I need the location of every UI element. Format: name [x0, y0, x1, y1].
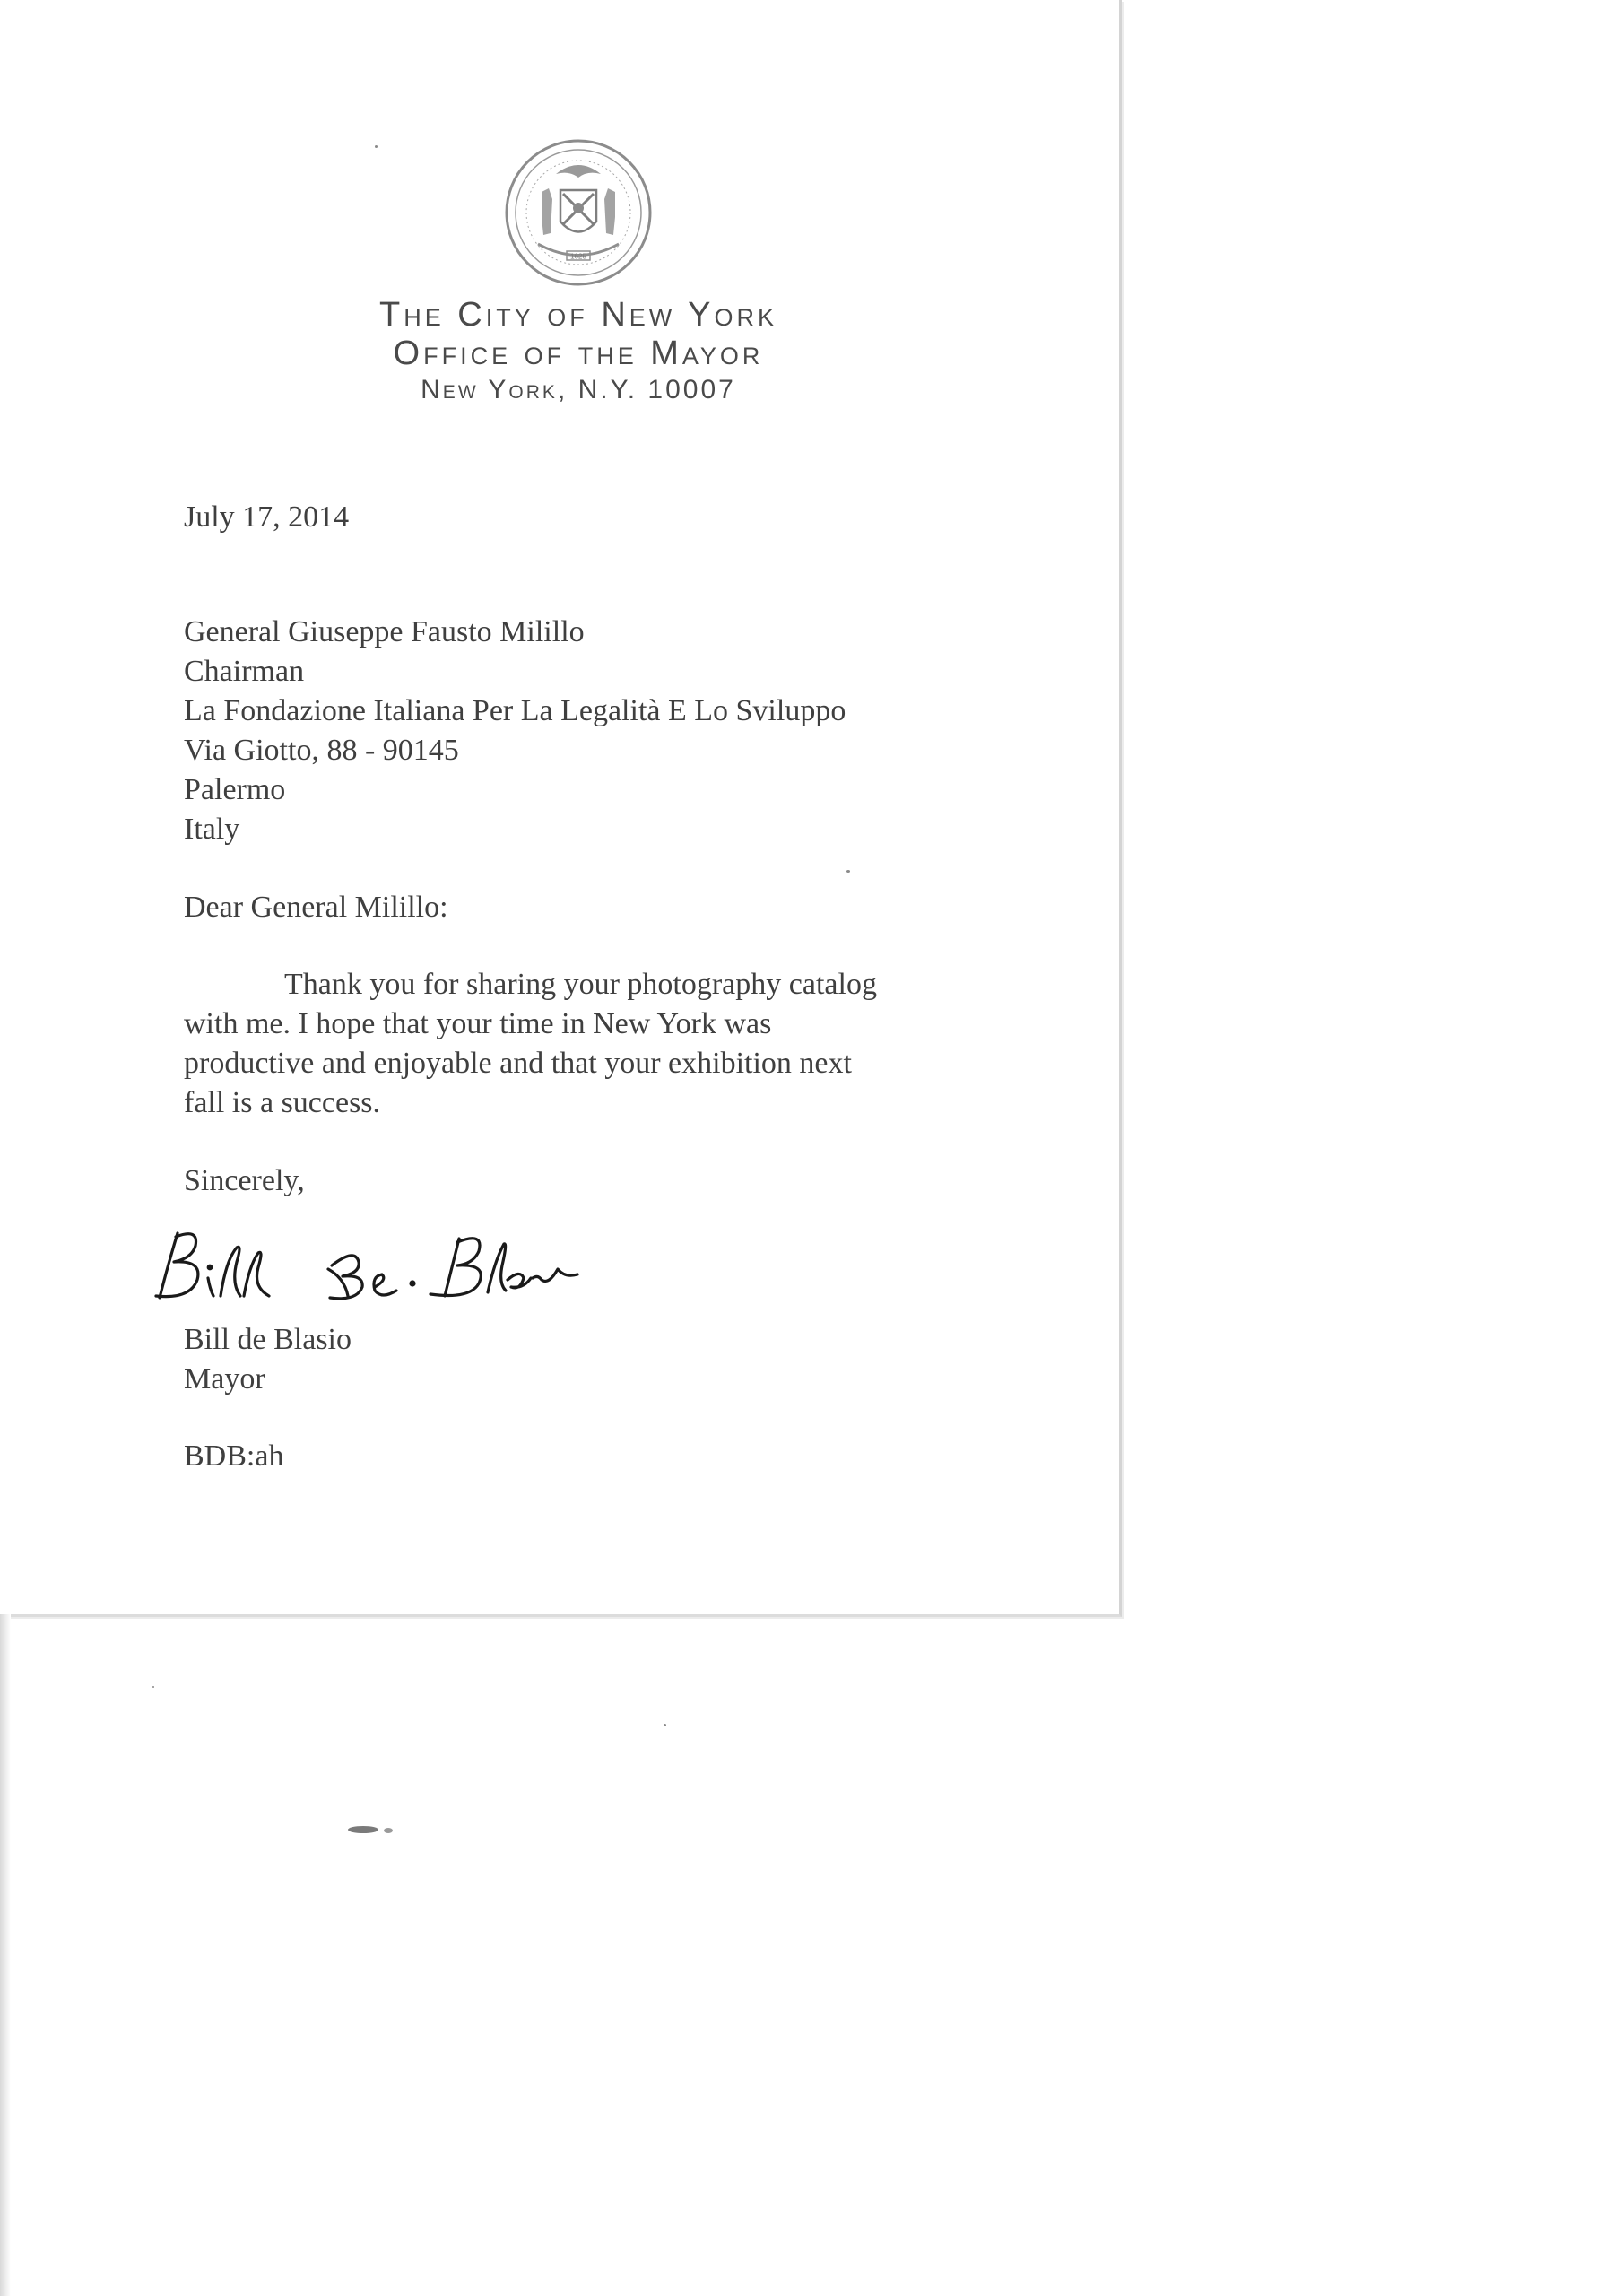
scan-speck [664, 1724, 666, 1726]
scan-speck [846, 870, 850, 873]
body-line: with me. I hope that your time in New York was [184, 1007, 772, 1040]
recipient-street: Via Giotto, 88 - 90145 [184, 734, 459, 767]
scan-speck [375, 145, 378, 148]
scan-speck [348, 1826, 378, 1833]
letterhead-city: The City of New York [379, 296, 777, 334]
closing: Sincerely, [184, 1164, 305, 1197]
reference-initials: BDB:ah [184, 1439, 284, 1473]
body-line: Thank you for sharing your photography catalog [284, 968, 877, 1001]
salutation: Dear General Milillo: [184, 891, 448, 924]
recipient-name: General Giuseppe Fausto Milillo [184, 615, 585, 648]
signer-block [184, 1320, 352, 1399]
nyc-seal-icon [502, 136, 655, 289]
letter-sheet [0, 0, 1122, 1617]
letterhead-office: Office of the Mayor [393, 335, 764, 372]
signer-title: Mayor [184, 1362, 265, 1396]
recipient-city: Palermo [184, 773, 286, 806]
body-line: fall is a success. [184, 1086, 381, 1119]
recipient-title: Chairman [184, 655, 305, 688]
letterhead-address: New York, N.Y. 10007 [421, 375, 736, 404]
handwritten-signature [143, 1215, 610, 1314]
recipient-country: Italy [184, 813, 240, 846]
letter-body [184, 965, 877, 1123]
scan-speck [384, 1828, 393, 1833]
body-line: productive and enjoyable and that your exhibition next [184, 1047, 852, 1080]
scan-speck [152, 1686, 154, 1688]
recipient-address-block [184, 613, 846, 849]
letter-date: July 17, 2014 [184, 500, 350, 534]
signer-name: Bill de Blasio [184, 1323, 352, 1356]
svg-text:1625: 1625 [570, 252, 586, 261]
recipient-organization: La Fondazione Italiana Per La Legalità E Lo Sviluppo [184, 694, 846, 727]
scan-edge-shadow [0, 1614, 11, 2296]
